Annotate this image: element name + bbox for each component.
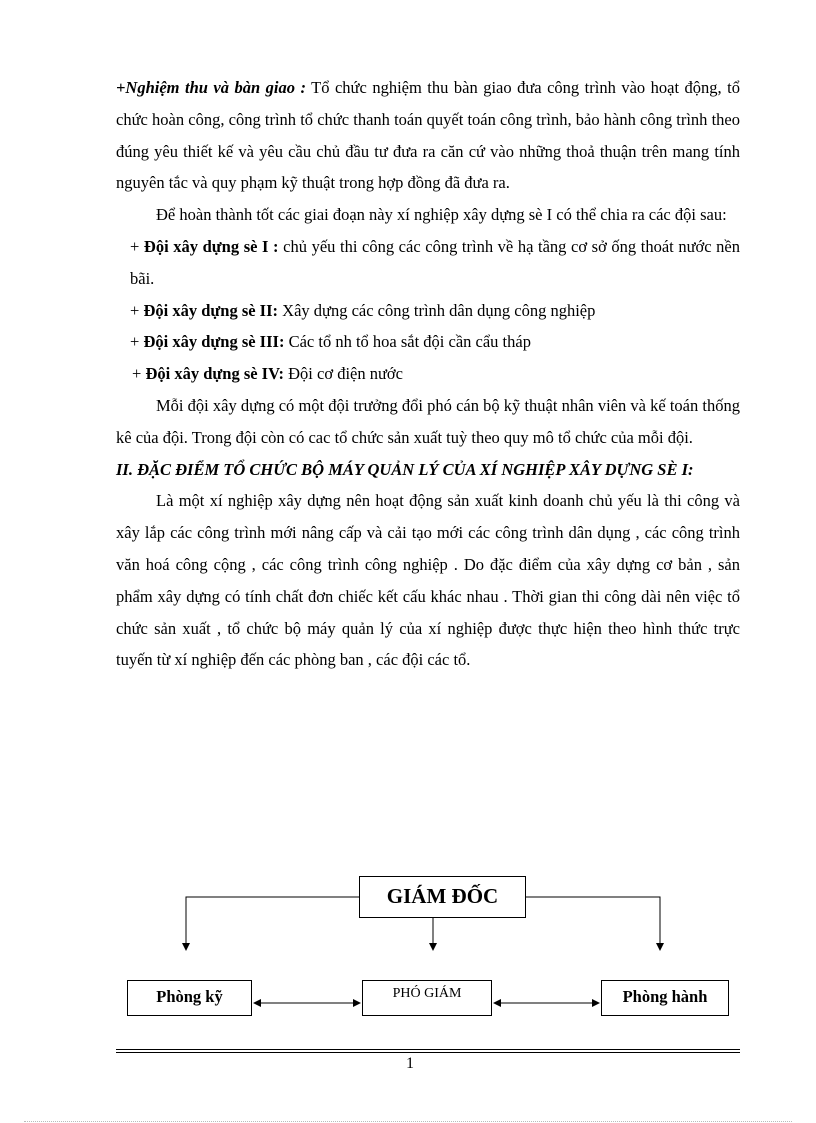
team-name-2: Đội xây dựng sè II: xyxy=(143,300,279,320)
paragraph-management: Là một xí nghiệp xây dựng nên hoạt động sản xuất kinh doanh chủ yếu là thi công và xây lắp các công trình mới nâng cấp và cải tạo mới các công trình dân dụng , các công trình văn hoá công cộng , các công trình công nghiệp . Do đặc điểm của xây dựng cơ bản , sản phẩm xây dựng có tính chất đơn chiếc kết cấu khác nhau . Thời gian thi công dài nên việc tổ chức sản xuất , tổ chức bộ máy quản lý của xí nghiệp được thực hiện theo hình thức trực tuyến từ xí nghiệp đến các phòng ban , các đội các tổ. xyxy=(116,491,740,670)
tech-department-box: Phòng kỹ xyxy=(127,980,252,1016)
paragraph-teams-intro: Để hoàn thành tốt các giai đoạn này xí nghiệp xây dựng sè I có thể chia ra các đội sau: xyxy=(156,205,727,225)
deputy-director-box: PHÓ GIÁM xyxy=(362,980,492,1016)
page-edge-dots xyxy=(24,1121,792,1122)
team-item-4: + Đội xây dựng sè IV: Đội cơ điện nước xyxy=(132,364,403,384)
handover-body: Tổ chức nghiệm thu bàn giao đưa công trình vào hoạt động, tổ chức hoàn công, công trình tổ chức thanh toán quyết toán công trình, bảo hành công trình theo đúng yêu thiết kế và yêu cầu chủ đầu tư đưa ra căn cứ vào những thoả thuận trên mang tính nguyên tắc và quy phạm kỹ thuật trong hợp đồng đã đưa ra. xyxy=(116,78,740,193)
section-heading: II. ĐẶC ĐIỂM TỔ CHỨC BỘ MÁY QUẢN LÝ CỦA XÍ NGHIỆP XÂY DỰNG SÈ I: xyxy=(116,459,694,479)
team-item-2: + Đội xây dựng sè II: Xây dựng các công trình dân dụng công nghiệp xyxy=(130,300,596,320)
page-number: 1 xyxy=(406,1055,414,1072)
paragraph-handover xyxy=(116,72,740,199)
footer-rule-bottom xyxy=(116,1052,740,1053)
connector-director-left xyxy=(186,897,359,950)
team-name-3: Đội xây dựng sè III: xyxy=(143,332,285,352)
document-body xyxy=(116,72,740,676)
team-desc-4: Đội cơ điện nước xyxy=(284,364,403,384)
connector-director-right xyxy=(526,897,660,950)
handover-title: +Nghiệm thu và bàn giao : xyxy=(116,78,306,97)
director-box: GIÁM ĐỐC xyxy=(359,876,526,918)
team-desc-3: Các tổ nh tổ hoa sắt đội cần cẩu tháp xyxy=(284,332,531,352)
admin-department-box: Phòng hành xyxy=(601,980,729,1016)
footer-rule-top xyxy=(116,1049,740,1050)
team-item-1: + Đội xây dựng sè I : chủ yếu thi công các công trình về hạ tầng cơ sở ống thoát nước nền bãi. xyxy=(130,236,740,288)
team-name-1: Đội xây dựng sè I : xyxy=(143,236,279,256)
team-desc-1: chủ yếu thi công các công trình về hạ tầng cơ sở ống thoát nước nền bãi. xyxy=(130,236,740,288)
team-item-3: + Đội xây dựng sè III: Các tổ nh tổ hoa sắt đội cần cẩu tháp xyxy=(130,332,531,352)
team-desc-2: Xây dựng các công trình dân dụng công nghiệp xyxy=(278,300,596,320)
team-name-4: Đội xây dựng sè IV: xyxy=(145,364,285,384)
paragraph-team-lead: Mỗi đội xây dựng có một đội trưởng đổi phó cán bộ kỹ thuật nhân viên và kế toán thống kê của đội. Trong đội còn có cac tổ chức sản xuất tuỳ theo quy mô tổ chức của mỗi đội. xyxy=(116,395,740,447)
